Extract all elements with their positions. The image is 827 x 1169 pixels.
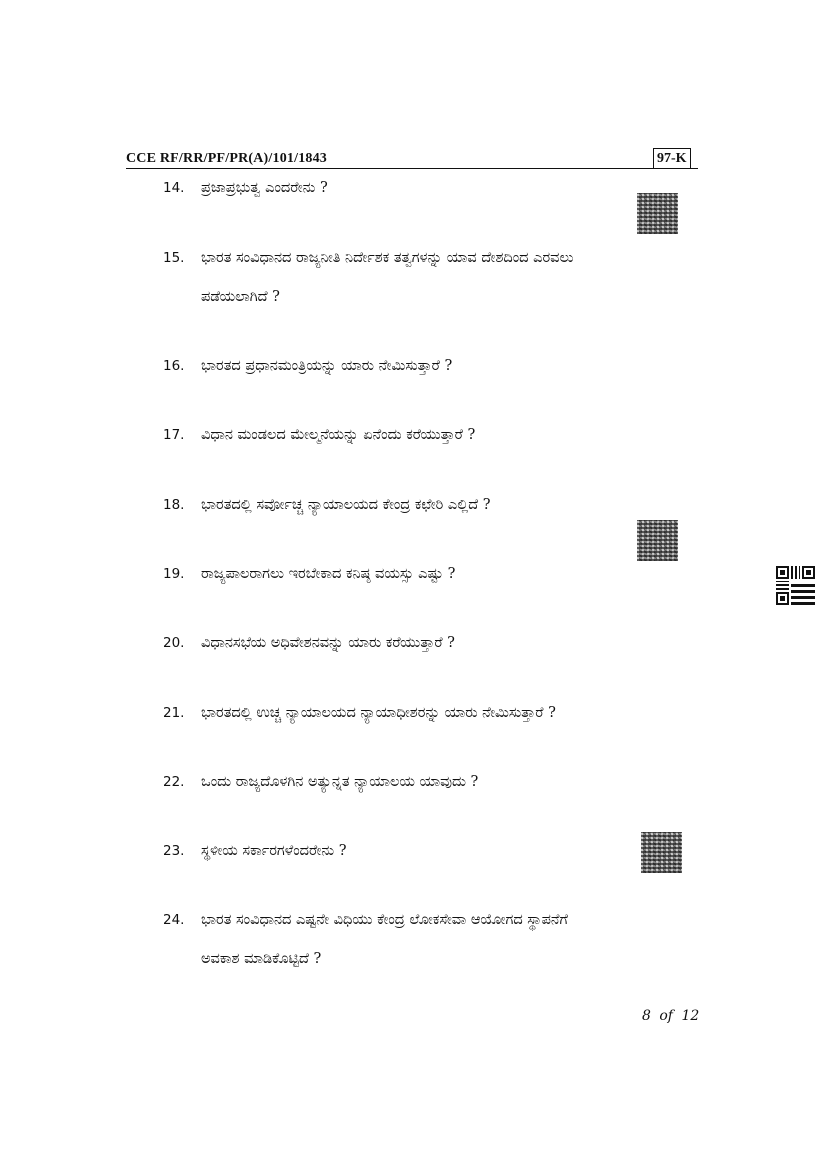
- question-number: 15.: [163, 250, 185, 266]
- qr-code-small: [641, 832, 682, 873]
- question-text: ವಿಧಾನ ಮಂಡಲದ ಮೇಲ್ಮನೆಯನ್ನು ಏನೆಂದು ಕರೆಯುತ್ತಾರೆ ?: [201, 427, 476, 443]
- question-number: 22.: [163, 774, 185, 790]
- question-text-line2: ಅವಕಾಶ ಮಾಡಿಕೊಟ್ಟಿದೆ ?: [201, 951, 322, 967]
- question-text: ಒಂದು ರಾಜ್ಯದೊಳಗಿನ ಅತ್ಯುನ್ನತ ನ್ಯಾಯಾಲಯ ಯಾವುದು ?: [201, 774, 479, 790]
- question-text: ಭಾರತದ ಪ್ರಧಾನಮಂತ್ರಿಯನ್ನು ಯಾರು ನೇಮಿಸುತ್ತಾರೆ ?: [201, 358, 453, 374]
- total-pages: 12: [681, 1008, 700, 1024]
- page-of-label: of: [659, 1008, 673, 1024]
- question-text: ಭಾರತ ಸಂವಿಧಾನದ ಎಷ್ಟನೇ ವಿಧಿಯು ಕೇಂದ್ರ ಲೋಕಸೇವಾ ಆಯೋಗದ ಸ್ಥಾಪನೆಗೆ: [201, 912, 568, 928]
- question-text: ಸ್ಥಳೀಯ ಸರ್ಕಾರಗಳೆಂದರೇನು ?: [201, 843, 347, 859]
- question-number: 20.: [163, 635, 185, 651]
- header-code: CCE RF/RR/PF/PR(A)/101/1843: [126, 151, 327, 166]
- question-number: 23.: [163, 843, 185, 859]
- question-number: 21.: [163, 705, 185, 721]
- current-page: 8: [642, 1008, 651, 1024]
- question-text: ಭಾರತದಲ್ಲಿ ಉಚ್ಚ ನ್ಯಾಯಾಲಯದ ನ್ಯಾಯಾಧೀಶರನ್ನು ಯಾರು ನೇಮಿಸುತ್ತಾರೆ ?: [201, 705, 556, 721]
- question-text: ರಾಜ್ಯಪಾಲರಾಗಲು ಇರಬೇಕಾದ ಕನಿಷ್ಠ ವಯಸ್ಸು ಎಷ್ಟು ?: [201, 566, 456, 582]
- question-text: ಭಾರತ ಸಂವಿಧಾನದ ರಾಜ್ಯನೀತಿ ನಿರ್ದೇಶಕ ತತ್ವಗಳನ್ನು ಯಾವ ದೇಶದಿಂದ ಎರವಲು: [201, 250, 574, 266]
- question-number: 24.: [163, 912, 185, 928]
- question-number: 14.: [163, 180, 185, 196]
- question-text: ಭಾರತದಲ್ಲಿ ಸರ್ವೋಚ್ಚ ನ್ಯಾಯಾಲಯದ ಕೇಂದ್ರ ಕಛೇರಿ ಎಲ್ಲಿದೆ ?: [201, 497, 491, 513]
- page-number: [642, 1008, 699, 1024]
- question-number: 17.: [163, 427, 185, 443]
- paper-code-badge: 97-K: [653, 148, 691, 169]
- qr-code-side: [776, 566, 815, 605]
- question-text-block: [201, 910, 703, 969]
- question-text-block: [201, 248, 703, 307]
- question-text: ವಿಧಾನಸಭೆಯ ಅಧಿವೇಶನವನ್ನು ಯಾರು ಕರೆಯುತ್ತಾರೆ ?: [201, 635, 455, 651]
- qr-code-small: [637, 193, 678, 234]
- question-number: 19.: [163, 566, 185, 582]
- qr-code-small: [637, 520, 678, 561]
- header-rule: [126, 168, 698, 169]
- question-number: 18.: [163, 497, 185, 513]
- question-text-line2: ಪಡೆಯಲಾಗಿದೆ ?: [201, 289, 280, 305]
- question-text: ಪ್ರಜಾಪ್ರಭುತ್ವ ಎಂದರೇನು ?: [201, 180, 328, 196]
- question-number: 16.: [163, 358, 185, 374]
